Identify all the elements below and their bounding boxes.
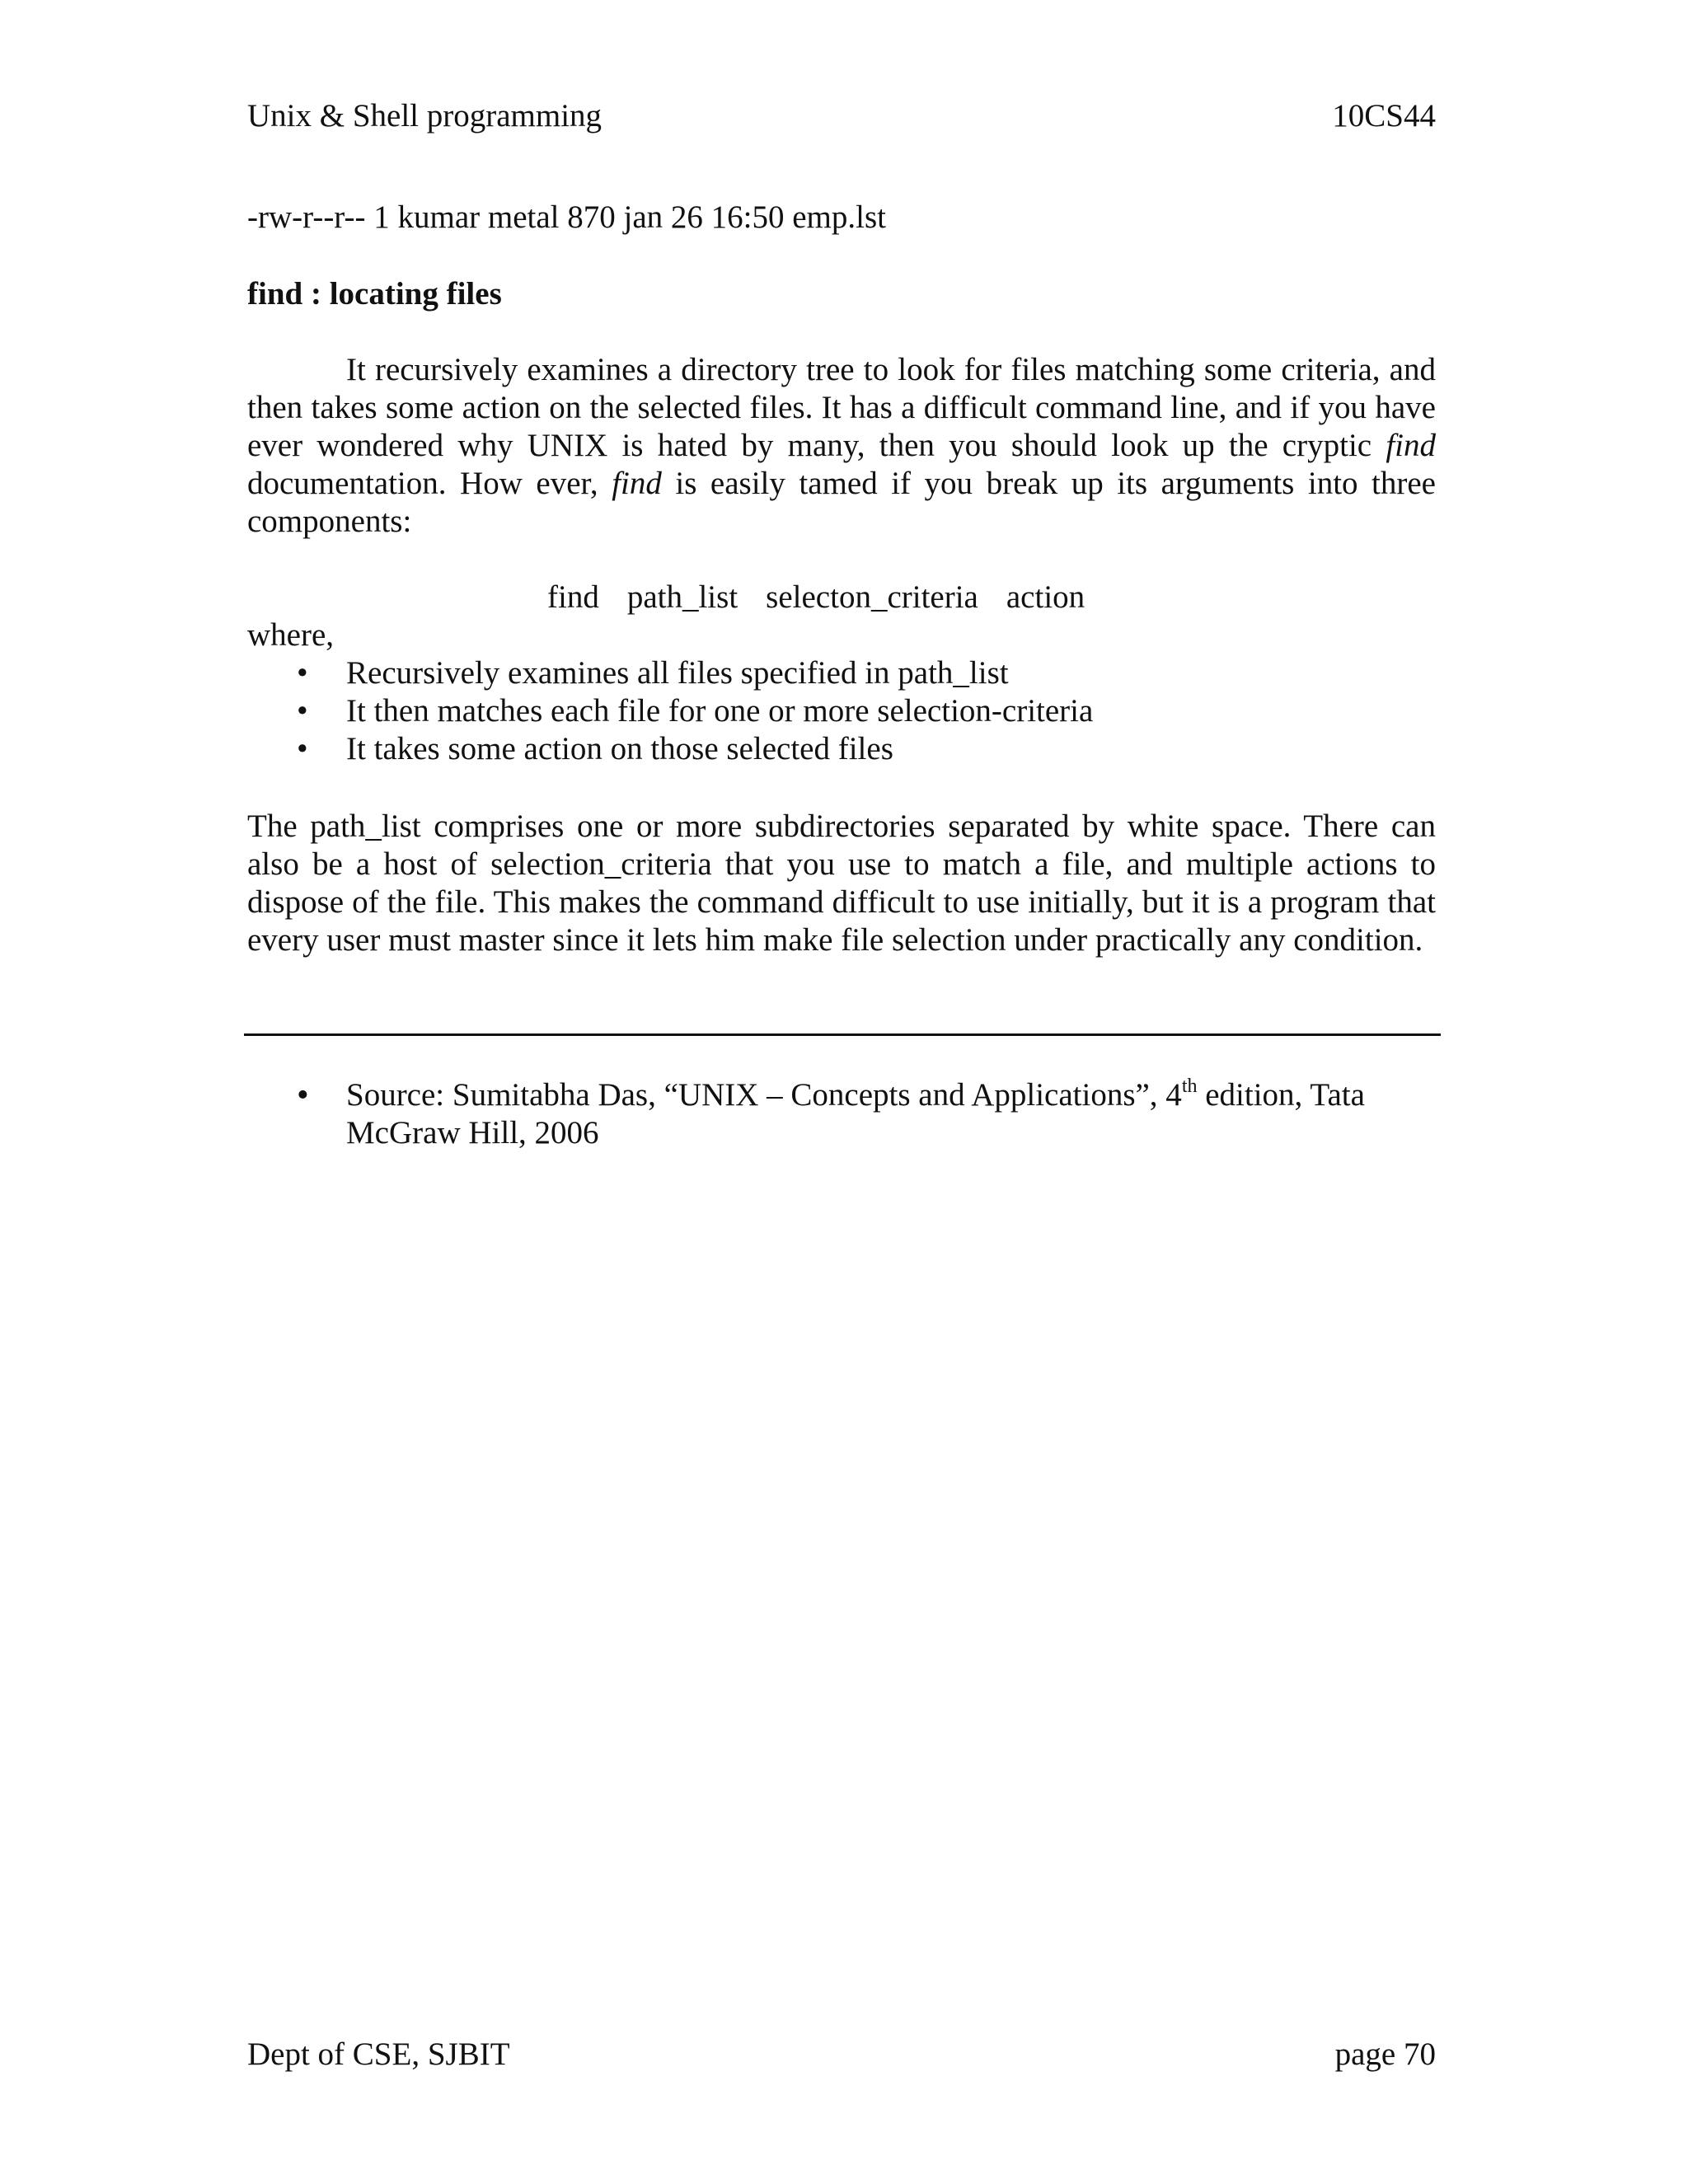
- footer-page-number: page 70: [1334, 2036, 1436, 2072]
- footer-department: Dept of CSE, SJBIT: [247, 2036, 510, 2072]
- list-item: [297, 692, 1093, 730]
- list-item: [297, 730, 1093, 768]
- source-text-2: edition, Tata McGraw Hill, 2006: [346, 1077, 1365, 1151]
- syntax-path: path_list: [626, 579, 738, 615]
- list-item: [297, 654, 1093, 692]
- footnote-divider: [244, 1033, 1441, 1036]
- source-text: [346, 1076, 1418, 1152]
- path-list-paragraph: [247, 808, 1436, 959]
- syntax-action: action: [1006, 579, 1085, 615]
- find-syntax: [547, 579, 1113, 616]
- find-steps-list: [297, 654, 1093, 768]
- bullet-glyph: •: [297, 655, 308, 691]
- bullet-glyph: •: [297, 693, 308, 729]
- syntax-criteria: selecton_criteria: [766, 579, 978, 615]
- intro-text-2: documentation. How ever,: [247, 466, 612, 501]
- find-italic-2: find: [612, 466, 662, 501]
- find-italic-1: find: [1386, 428, 1436, 463]
- syntax-cmd: find: [547, 579, 599, 615]
- where-label: where,: [247, 617, 335, 653]
- list-item-text: It then matches each file for one or more selection-criteria: [346, 693, 1094, 729]
- list-item-text: Recursively examines all files specified in path_list: [346, 655, 1009, 691]
- intro-text-3: is easily tamed if you break up its arguments into three components:: [247, 466, 1436, 539]
- ls-output-line: -rw-r--r-- 1 kumar metal 870 jan 26 16:50 emp.lst: [247, 199, 886, 235]
- intro-paragraph: [247, 351, 1436, 541]
- header-course-code: 10CS44: [1332, 98, 1436, 134]
- header-title: Unix & Shell programming: [247, 98, 603, 134]
- intro-text-1: It recursively examines a directory tree to look for files matching some criteria, and then takes some action on the selected files. It has a difficult command line, and if you have ever wondered why UNIX is hated by many, then you should look up the cryptic: [247, 352, 1436, 463]
- source-superscript: th: [1181, 1076, 1198, 1097]
- source-text-1: Source: Sumitabha Das, “UNIX – Concepts and Applications”, 4: [346, 1077, 1182, 1113]
- list-item-text: It takes some action on those selected files: [346, 731, 893, 766]
- source-bullet: •: [297, 1076, 309, 1114]
- source-note: [297, 1076, 1418, 1152]
- path-list-text: The path_list comprises one or more subdirectories separated by white space. There can also be a host of selection_criteria that you use to match a file, and multiple actions to dispose of the file. This makes the command difficult to use initially, but it is a program that every user must master since it lets him make file selection under practically any condition.: [247, 808, 1436, 958]
- bullet-glyph: •: [297, 731, 308, 766]
- section-heading: find : locating files: [247, 276, 502, 312]
